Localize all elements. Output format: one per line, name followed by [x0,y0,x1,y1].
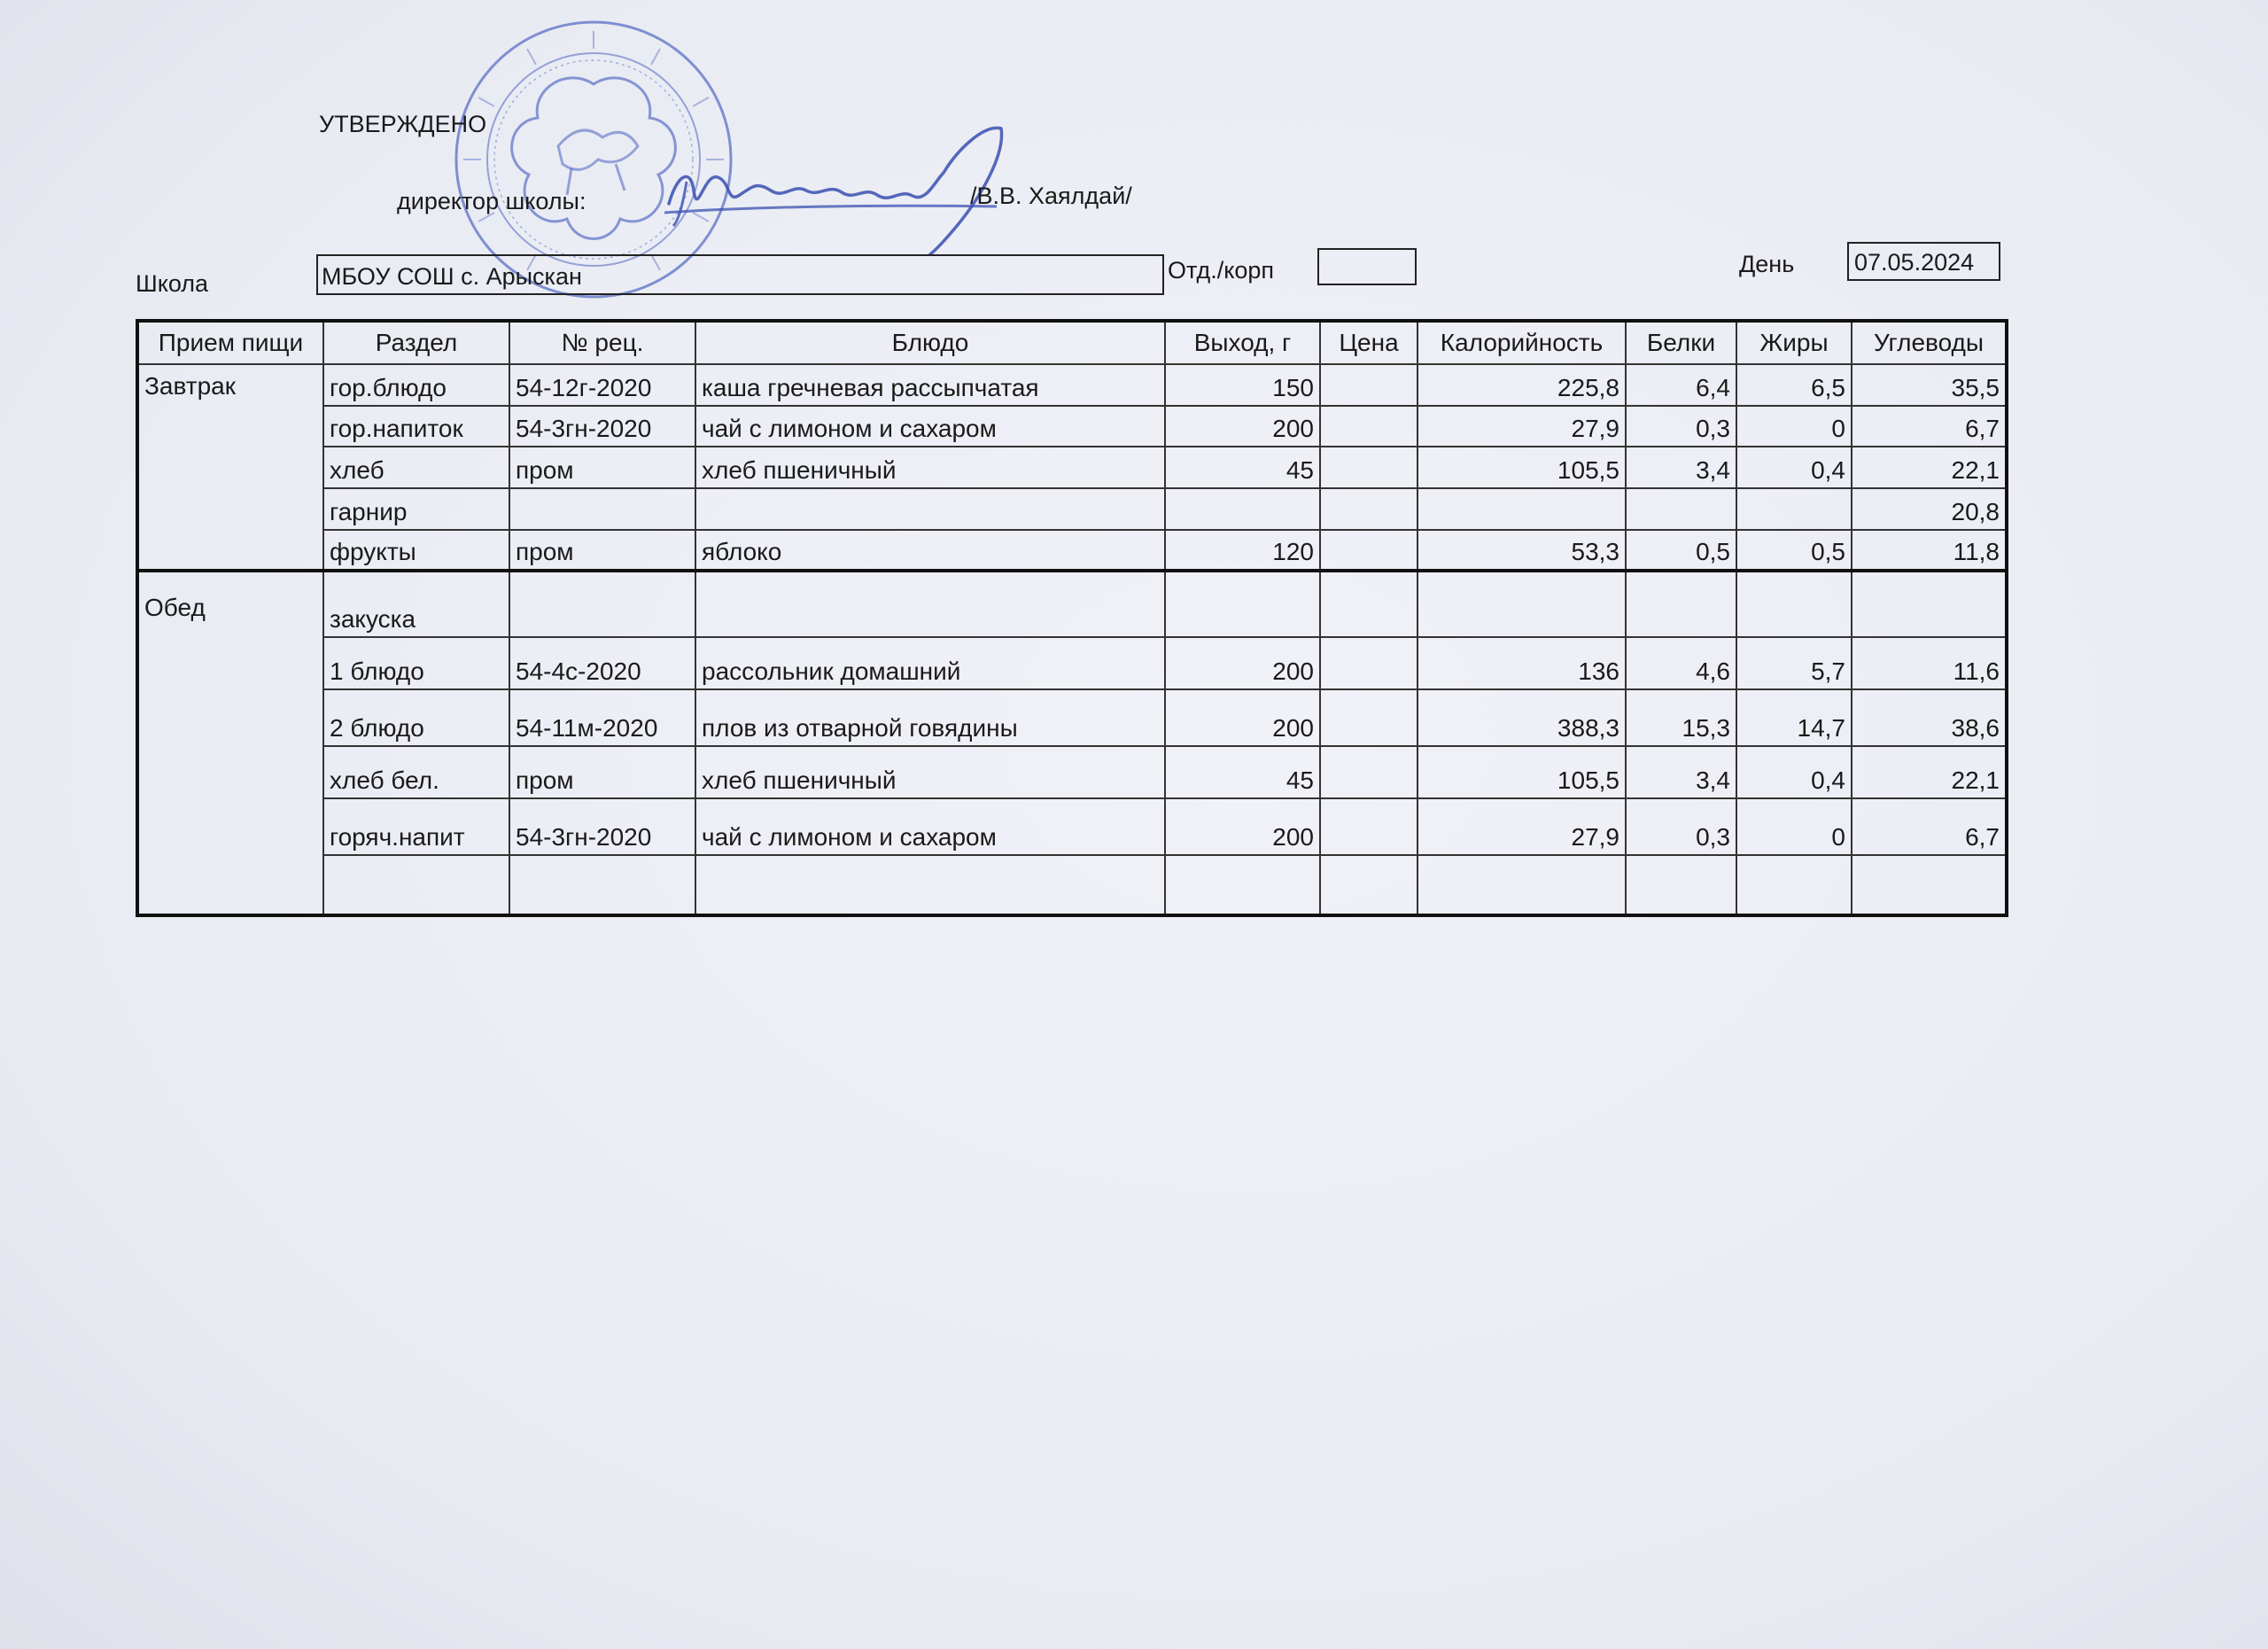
cell-proteins: 0,3 [1626,406,1736,447]
cell-fats: 0,4 [1736,746,1852,798]
cell-carbs: 11,6 [1852,637,2007,689]
cell-proteins: 0,3 [1626,798,1736,855]
cell-recipe: 54-3гн-2020 [509,406,695,447]
cell-section: гор.блюдо [323,364,509,406]
cell-recipe [509,488,695,530]
cell-fats: 0 [1736,798,1852,855]
col-header-proteins: Белки [1626,321,1736,364]
meal-breakfast: Завтрак [137,364,323,571]
cell-fats: 0 [1736,406,1852,447]
cell-price [1320,798,1418,855]
cell-recipe: пром [509,447,695,488]
cell-price [1320,571,1418,636]
cell-carbs: 38,6 [1852,689,2007,746]
cell-dish [695,855,1165,915]
cell-price [1320,488,1418,530]
cell-carbs: 22,1 [1852,746,2007,798]
cell-dish: рассольник домашний [695,637,1165,689]
cell-yield [1165,855,1320,915]
col-header-price: Цена [1320,321,1418,364]
cell-calories: 388,3 [1418,689,1626,746]
cell-yield: 150 [1165,364,1320,406]
cell-dish: чай с лимоном и сахаром [695,406,1165,447]
day-label: День [1739,251,1795,277]
table-row [137,746,2007,798]
cell-carbs: 6,7 [1852,406,2007,447]
cell-dish: яблоко [695,530,1165,572]
cell-yield: 45 [1165,447,1320,488]
table-row [137,530,2007,572]
cell-section: 2 блюдо [323,689,509,746]
col-header-meal: Прием пищи [137,321,323,364]
table-row [137,798,2007,855]
cell-proteins [1626,488,1736,530]
cell-proteins [1626,571,1736,636]
cell-carbs [1852,855,2007,915]
cell-recipe [509,855,695,915]
department-label: Отд./корп [1168,257,1274,284]
cell-yield: 200 [1165,637,1320,689]
cell-calories: 225,8 [1418,364,1626,406]
table-row [137,488,2007,530]
menu-table [136,319,2008,917]
cell-proteins: 6,4 [1626,364,1736,406]
cell-proteins: 3,4 [1626,447,1736,488]
cell-calories [1418,855,1626,915]
cell-section: 1 блюдо [323,637,509,689]
cell-fats [1736,855,1852,915]
cell-proteins: 3,4 [1626,746,1736,798]
cell-dish [695,571,1165,636]
cell-yield [1165,571,1320,636]
cell-section: фрукты [323,530,509,572]
cell-fats: 6,5 [1736,364,1852,406]
cell-yield: 200 [1165,689,1320,746]
cell-carbs: 20,8 [1852,488,2007,530]
cell-calories [1418,571,1626,636]
cell-recipe: 54-3гн-2020 [509,798,695,855]
cell-fats: 5,7 [1736,637,1852,689]
cell-dish [695,488,1165,530]
cell-yield: 200 [1165,798,1320,855]
school-label: Школа [136,270,209,297]
table-row [137,447,2007,488]
table-row [137,364,2007,406]
cell-carbs: 35,5 [1852,364,2007,406]
cell-calories: 27,9 [1418,798,1626,855]
cell-fats [1736,571,1852,636]
cell-recipe: 54-4с-2020 [509,637,695,689]
school-field [316,254,1164,295]
cell-section: хлеб [323,447,509,488]
cell-dish: каша гречневая рассыпчатая [695,364,1165,406]
cell-section: гор.напиток [323,406,509,447]
cell-fats: 0,4 [1736,447,1852,488]
cell-fats: 0,5 [1736,530,1852,572]
cell-dish: хлеб пшеничный [695,746,1165,798]
cell-yield [1165,488,1320,530]
cell-price [1320,746,1418,798]
col-header-calories: Калорийность [1418,321,1626,364]
cell-price [1320,637,1418,689]
cell-section: горяч.напит [323,798,509,855]
cell-recipe: пром [509,530,695,572]
cell-dish: плов из отварной говядины [695,689,1165,746]
col-header-dish: Блюдо [695,321,1165,364]
school-value: МБОУ СОШ с. Арыскан [322,263,582,290]
cell-price [1320,406,1418,447]
cell-yield: 200 [1165,406,1320,447]
cell-recipe: 54-11м-2020 [509,689,695,746]
cell-proteins: 0,5 [1626,530,1736,572]
cell-fats: 14,7 [1736,689,1852,746]
cell-calories: 53,3 [1418,530,1626,572]
col-header-yield: Выход, г [1165,321,1320,364]
cell-price [1320,855,1418,915]
cell-calories: 105,5 [1418,746,1626,798]
cell-carbs [1852,571,2007,636]
cell-dish: хлеб пшеничный [695,447,1165,488]
cell-recipe: пром [509,746,695,798]
cell-section: гарнир [323,488,509,530]
col-header-fats: Жиры [1736,321,1852,364]
cell-dish: чай с лимоном и сахаром [695,798,1165,855]
director-name: /В.В. Хаялдай/ [970,183,1132,209]
cell-section [323,855,509,915]
col-header-carbs: Углеводы [1852,321,2007,364]
meal-lunch: Обед [137,571,323,915]
cell-price [1320,364,1418,406]
cell-calories [1418,488,1626,530]
table-row [137,571,2007,636]
cell-price [1320,689,1418,746]
day-field [1847,242,2000,281]
cell-calories: 105,5 [1418,447,1626,488]
table-row [137,689,2007,746]
director-label: директор школы: [397,188,586,214]
table-row [137,637,2007,689]
cell-price [1320,447,1418,488]
table-row [137,406,2007,447]
cell-fats [1736,488,1852,530]
cell-recipe: 54-12г-2020 [509,364,695,406]
col-header-recipe: № рец. [509,321,695,364]
cell-yield: 45 [1165,746,1320,798]
cell-yield: 120 [1165,530,1320,572]
col-header-section: Раздел [323,321,509,364]
cell-proteins [1626,855,1736,915]
cell-price [1320,530,1418,572]
table-header-row [137,321,2007,364]
cell-carbs: 6,7 [1852,798,2007,855]
cell-calories: 136 [1418,637,1626,689]
day-value: 07.05.2024 [1854,249,1975,276]
department-field [1317,248,1417,285]
cell-recipe [509,571,695,636]
cell-calories: 27,9 [1418,406,1626,447]
cell-carbs: 11,8 [1852,530,2007,572]
approved-label: УТВЕРЖДЕНО [319,111,487,137]
cell-section: закуска [323,571,509,636]
cell-proteins: 15,3 [1626,689,1736,746]
cell-carbs: 22,1 [1852,447,2007,488]
table-row [137,855,2007,915]
cell-proteins: 4,6 [1626,637,1736,689]
cell-section: хлеб бел. [323,746,509,798]
